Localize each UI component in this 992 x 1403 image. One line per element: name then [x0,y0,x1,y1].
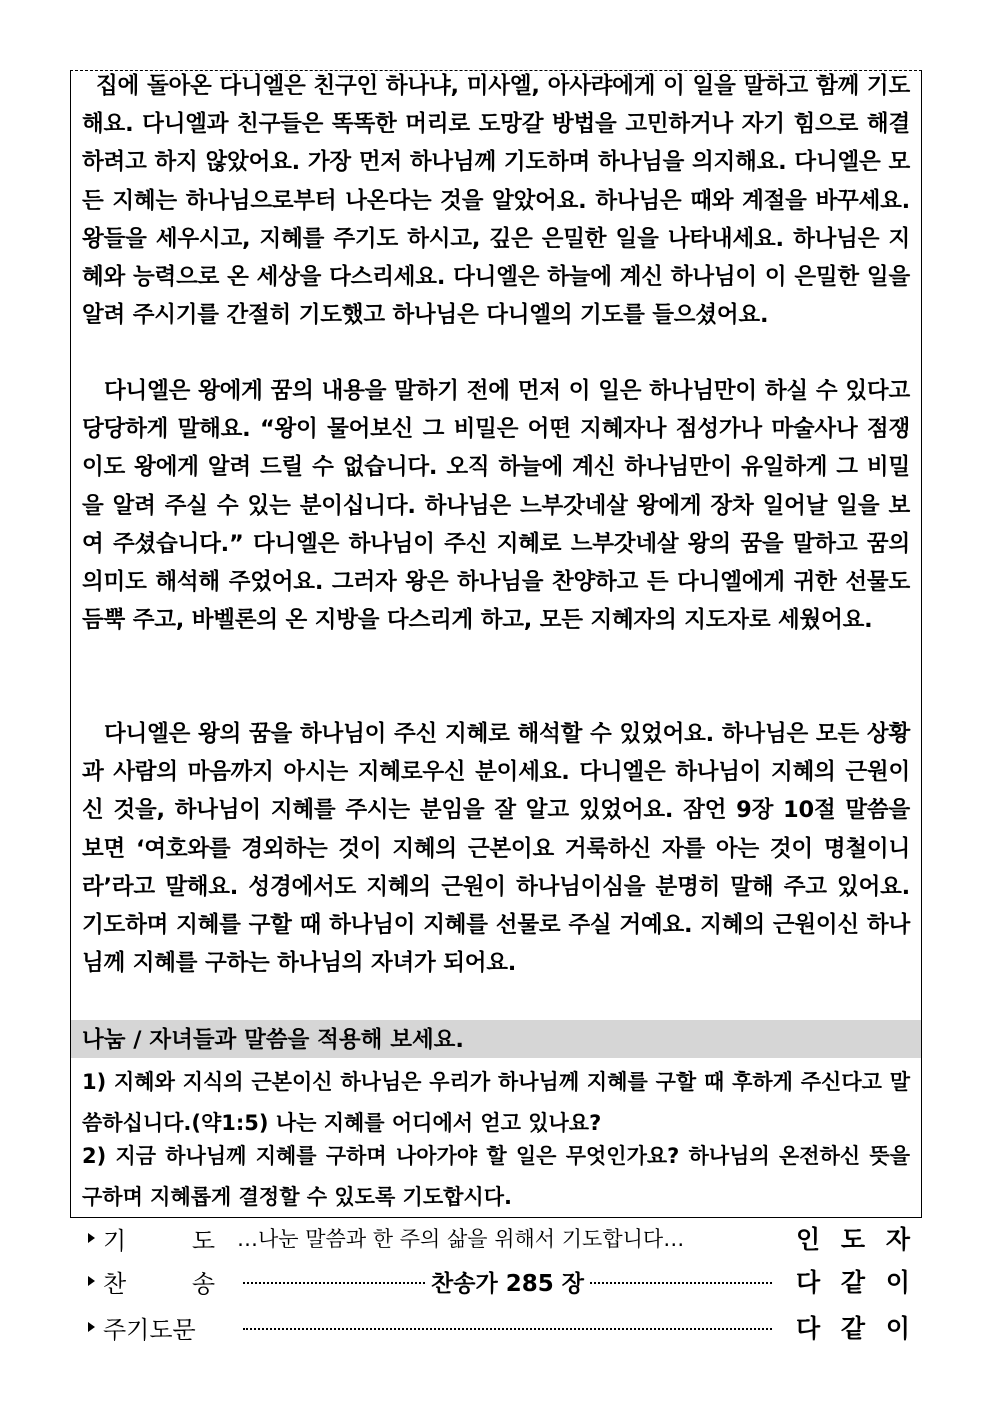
devotional-paragraph-1: 집에 돌아온 다니엘은 친구인 하나냐, 미사엘, 아사랴에게 이 일을 말하고 함께 기도해요. 다니엘과 친구들은 똑똑한 머리로 도망갈 방법을 고민하거나 자기 힘으로 해결하려고 하지 않았어요. 가장 먼저 하나님께 기도하며 하나님을 의지해요. 다니엘은 모든 지혜는 하나님으로부터 나온다는 것을 알았어요. 하나님은 때와 계절을 바꾸세요. 왕들을 세우시고, 지혜를 주기도 하시고, 깊은 은밀한 일을 나타내세요. 하나님은 지혜와 능력으로 온 세상을 다스리세요. 다니엘은 하늘에 계신 하나님이 이 은밀한 일을 알려 주시기를 간절히 기도했고 하나님은 다니엘의 기도를 들으셨어요. [82,73,910,329]
leader-char: 자 [885,1225,910,1254]
dotted-leader [243,1328,772,1330]
order-leader-lords-prayer [796,1309,910,1345]
sharing-title: 나눔 / 자녀들과 말씀을 적용해 보세요. [82,1027,464,1053]
order-label-hymn [103,1264,215,1299]
order-description-prayer [237,1223,778,1253]
dotted-leader [590,1282,772,1284]
sharing-question-1: 1) 지혜와 지식의 근본이신 하나님은 우리가 하나님께 지혜를 구할 때 후하게 주신다고 말씀하십니다.(약1:5) 나는 지혜를 어디에서 얻고 있나요? [82,1070,910,1135]
order-row-hymn [88,1261,910,1301]
order-row-lords-prayer [88,1307,910,1347]
order-label-prayer [103,1221,215,1256]
order-row-prayer [88,1218,910,1258]
hymn-number-text: 찬송가 285 장 [431,1270,584,1297]
bullet-triangle-icon [88,1276,95,1286]
prayer-description-text: …나눈 말씀과 한 주의 삶을 위해서 기도합니다… [237,1227,685,1251]
order-leader-prayer [796,1220,910,1256]
sharing-question-2: 2) 지금 하나님께 지혜를 구하며 나아가야 할 일은 무엇인가요? 하나님의 온전하신 뜻을 구하며 지혜롭게 결정할 수 있도록 기도합시다. [82,1144,910,1209]
order-label-char: 기 [103,1226,127,1255]
order-label-char: 송 [191,1269,215,1298]
order-description-hymn [237,1265,778,1298]
leader-char: 같 [840,1314,866,1343]
dotted-leader [243,1282,425,1284]
order-description-lords-prayer [237,1326,778,1328]
leader-char: 다 [796,1268,821,1297]
leader-char: 같 [840,1268,866,1297]
order-label-char: 도 [191,1226,215,1255]
bullet-triangle-icon [88,1233,95,1243]
bullet-triangle-icon [88,1322,95,1332]
order-leader-hymn [796,1263,910,1299]
leader-char: 이 [885,1314,910,1343]
leader-char: 인 [796,1225,821,1254]
order-label-char: 찬 [103,1269,127,1298]
leader-char: 이 [885,1268,910,1297]
leader-char: 도 [840,1225,866,1254]
order-label-text: 주기도문 [103,1315,196,1344]
devotional-paragraph-3: 다니엘은 왕의 꿈을 하나님이 주신 지혜로 해석할 수 있었어요. 하나님은 모든 상황과 사람의 마음까지 아시는 지혜로우신 분이세요. 다니엘은 하나님이 지혜의 근원이신 것을, 하나님이 지혜를 주시는 분임을 잘 알고 있었어요. 잠언 9장 10절 말씀을 보면 ‘여호와를 경외하는 것이 지혜의 근본이요 거룩하신 자를 아는 것이 명철이니라’라고 말해요. 성경에서도 지혜의 근원이 하나님이심을 분명히 말해 주고 있어요. 기도하며 지혜를 구할 때 하나님이 지혜를 선물로 주실 거예요. 지혜의 근원이신 하나님께 지혜를 구하는 하나님의 자녀가 되어요. [82,721,910,977]
leader-char: 다 [796,1314,821,1343]
devotional-paragraph-2: 다니엘은 왕에게 꿈의 내용을 말하기 전에 먼저 이 일은 하나님만이 하실 수 있다고 당당하게 말해요. “왕이 물어보신 그 비밀은 어떤 지혜자나 점성가나 마술사나 점쟁이도 왕에게 알려 드릴 수 없습니다. 오직 하늘에 계신 하나님만이 유일하게 그 비밀을 알려 주실 수 있는 분이십니다. 하나님은 느부갓네살 왕에게 장차 일어날 일을 보여 주셨습니다.” 다니엘은 하나님이 주신 지혜로 느부갓네살 왕의 꿈을 말하고 꿈의 의미도 해석해 주었어요. 그러자 왕은 하나님을 찬양하고 든 다니엘에게 귀한 선물도 듬뿍 주고, 바벨론의 온 지방을 다스리게 하고, 모든 지혜자의 지도자로 세웠어요. [82,378,910,634]
order-label-lords-prayer [103,1310,215,1345]
